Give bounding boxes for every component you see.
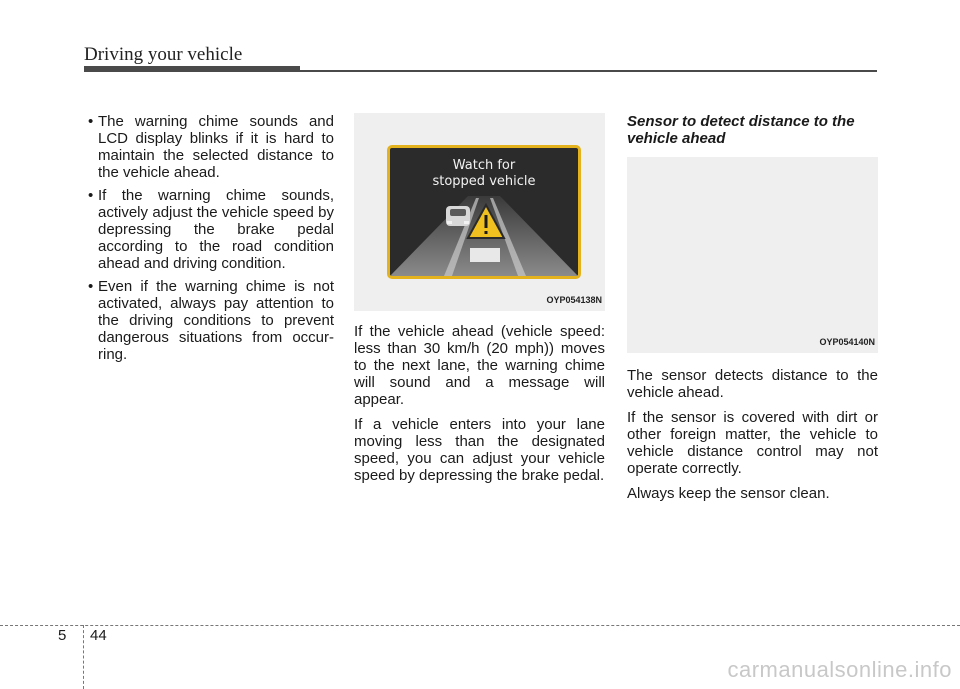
header-bar-thick [84, 66, 300, 72]
column-2 [354, 113, 605, 492]
section-heading: Sensor to detect distance to the vehicle ahead [627, 113, 855, 147]
paragraph: If a vehicle enters into your lane moving less than the designated speed, you can adjust your vehicle speed by depressing the brake pedal. [354, 416, 605, 484]
column-3 [627, 113, 878, 510]
header-bar-thin [300, 70, 877, 72]
watermark-text: carmanualsonline.info [727, 657, 952, 682]
paragraph: If the sensor is covered with dirt or other foreign matter, the vehicle to vehicle distance control may not operate correctly. [627, 409, 878, 477]
bullet-item: • Even if the warning chime is not activated, always pay attention to the driving conditions to prevent dangerous situations from occur-ring. [84, 278, 334, 363]
page-number: 44 [90, 627, 107, 644]
section-number: 5 [58, 627, 67, 644]
figure-warning-display [354, 113, 605, 311]
figure-code: OYP054140N [819, 337, 875, 347]
own-vehicle-marker [470, 248, 500, 262]
figure-sensor [627, 157, 878, 353]
column-2-body [354, 323, 605, 484]
paragraph: The sensor detects distance to the vehicle ahead. [627, 367, 878, 401]
bullet-list [84, 113, 334, 363]
display-message-line-2: stopped vehicle [432, 174, 536, 189]
figure-code: OYP054138N [546, 295, 602, 305]
column-3-body [627, 367, 878, 502]
column-1 [84, 113, 334, 369]
road-scene-illustration [390, 148, 578, 276]
display-message-line-1: Watch for [452, 158, 516, 173]
bullet-item: • If the warning chime sounds, actively adjust the vehicle speed by depressing the brake pedal according to the road condition ahead and driving condition. [84, 187, 334, 272]
paragraph: If the vehicle ahead (vehicle speed: less than 30 km/h (20 mph)) moves to the next lane, the warning chime will sound and a message will appear. [354, 323, 605, 408]
footer-divider [83, 625, 84, 689]
cluster-display-screen [387, 145, 581, 279]
footer-rule [0, 625, 960, 626]
bullet-item: • The warning chime sounds and LCD display blinks if it is hard to maintain the selected distance to the vehicle ahead. [84, 113, 334, 181]
car-icon [446, 206, 470, 226]
page-header-title: Driving your vehicle [84, 44, 243, 65]
paragraph: Always keep the sensor clean. [627, 485, 830, 502]
